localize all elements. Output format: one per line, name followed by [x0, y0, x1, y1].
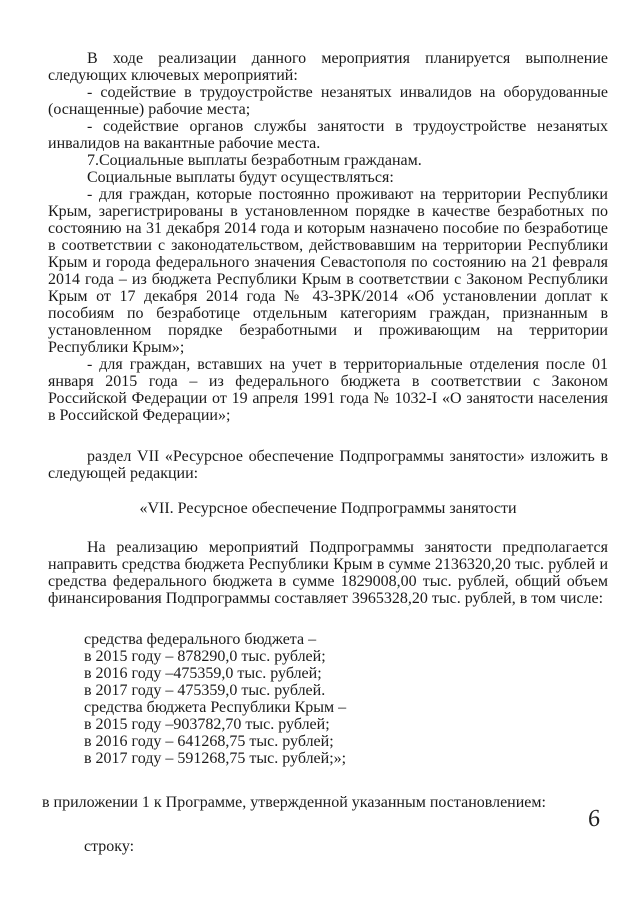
- page-number: 6: [586, 805, 602, 833]
- funding-list-item: в 2017 году – 591268,75 тыс. рублей;»;: [84, 750, 347, 767]
- paragraph-bullet-vacant-workplaces: - содействие органов службы занятости в трудоустройстве незанятых инвалидов на вакантные рабочие места.: [48, 118, 608, 152]
- funding-list-item: средства федерального бюджета –: [84, 631, 317, 648]
- funding-list-item: в 2016 году –475359,0 тыс. рублей;: [84, 665, 322, 682]
- paragraph-social-payments-heading: 7.Социальные выплаты безработным гражданам.: [87, 152, 422, 169]
- paragraph-funding-summary: На реализацию мероприятий Подпрограммы занятости предполагается направить средства бюджета Республики Крым в сумме 2136320,20 тыс. рублей и средства федерального бюджета в сумме 1829008,00 тыс. рублей, общий объем финансирования Подпрограммы составляет 3965328,20 тыс. рублей, в том числе:: [48, 539, 608, 607]
- funding-list: [84, 631, 608, 767]
- paragraph-bullet-crimea-residents: - для граждан, которые постоянно проживают на территории Республики Крым, зарегистрированы в установленном порядке в качестве безработных по состоянию на 31 декабря 2014 года и которым назначено пособие по безработице в соответствии с законодательством, действовавшим на территории Республики Крым и города федерального значения Севастополя по состоянию на 21 февраля 2014 года – из бюджета Республики Крым в соответствии с Законом Республики Крым от 17 декабря 2014 года № 43-ЗРК/2014 «Об установлении доплат к пособиям по безработице отдельным категориям граждан, признанным в установленном порядке безработными и проживающим на территории Республики Крым»;: [48, 186, 608, 356]
- paragraph-bullet-registered-after-2015: - для граждан, вставших на учет в территориальные отделения после 01 января 2015 года – из федерального бюджета в соответствии с Законом Российской Федерации от 19 апреля 1991 года № 1032-I «О занятости населения в Российской Федерации»;: [48, 356, 608, 424]
- paragraph-section-vii-amendment: раздел VII «Ресурсное обеспечение Подпрограммы занятости» изложить в следующей редакции:: [48, 448, 608, 482]
- paragraph-bullet-equipped-workplaces: - содействие в трудоустройстве незанятых инвалидов на оборудованные (оснащенные) рабочие места;: [48, 84, 608, 118]
- funding-list-item: в 2016 году – 641268,75 тыс. рублей;: [84, 733, 334, 750]
- funding-list-item: в 2017 году – 475359,0 тыс. рублей.: [84, 682, 326, 699]
- paragraph-appendix-1: в приложении 1 к Программе, утвержденной указанным постановлением:: [42, 794, 546, 811]
- funding-list-item: в 2015 году –903782,70 тыс. рублей;: [84, 716, 330, 733]
- paragraph-key-measures: В ходе реализации данного мероприятия планируется выполнение следующих ключевых мероприятий:: [48, 50, 608, 84]
- funding-list-item: средства бюджета Республики Крым –: [84, 699, 347, 716]
- section-vii-heading: «VII. Ресурсное обеспечение Подпрограммы занятости: [139, 500, 517, 517]
- paragraph-row-label: строку:: [84, 838, 135, 855]
- paragraph-social-payments-intro: Социальные выплаты будут осуществляться:: [87, 169, 394, 186]
- document-body: [42, 50, 608, 855]
- funding-list-item: в 2015 году – 878290,0 тыс. рублей;: [84, 648, 326, 665]
